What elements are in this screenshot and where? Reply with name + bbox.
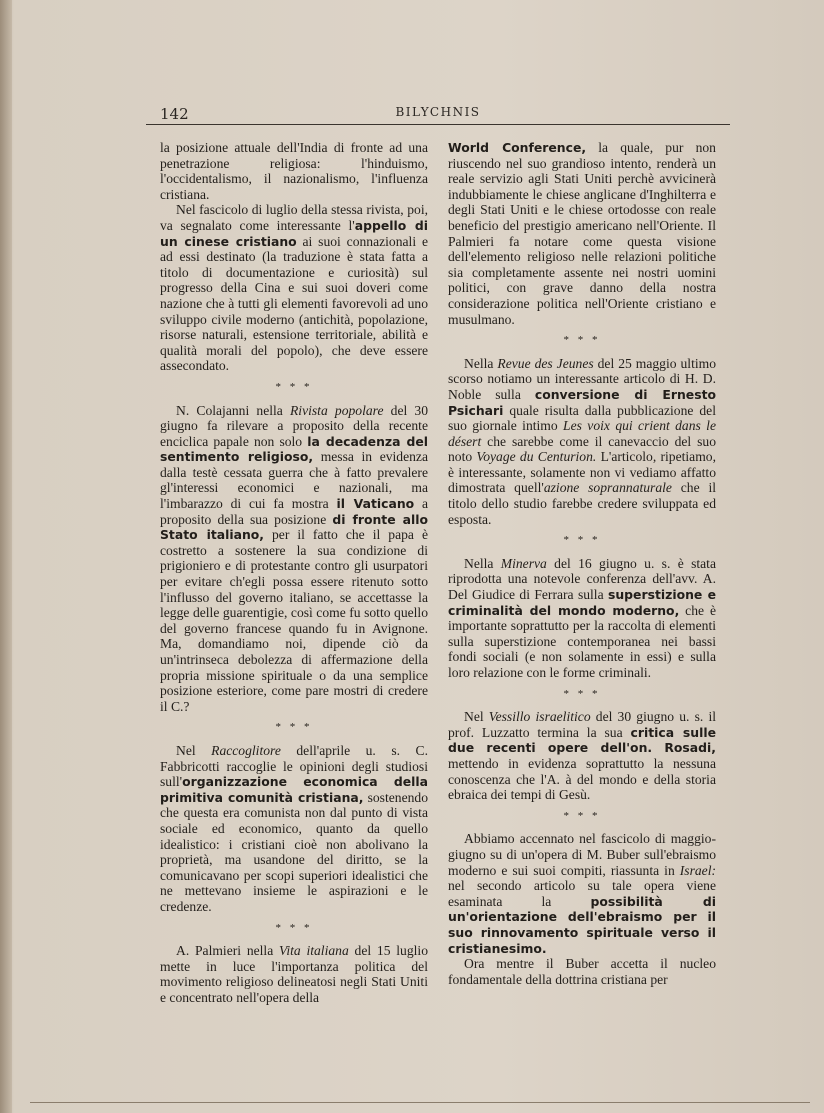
text-run: mettendo in evidenza soprattutto la nessuna conoscenza che l'A. à del mondo e della storia ebraica dei tempi di Gesù. [448, 755, 716, 803]
paragraph [448, 556, 716, 681]
text-run: Ora mentre il Buber accetta il nucleo fondamentale della dottrina cristiana per [448, 956, 716, 987]
text-run: Nel fascicolo di luglio della stessa rivista, poi, va segnalato come interessante l' [160, 202, 428, 233]
italic-title: Vita italiana [279, 943, 349, 959]
paragraph [160, 202, 428, 374]
binding-edge [0, 0, 12, 1113]
running-head: BILYCHNIS [395, 105, 481, 119]
italic-title: azione soprannaturale [543, 480, 672, 496]
left-column [160, 140, 428, 1005]
section-separator: * * * [563, 534, 601, 547]
bold-text: appello di un cinese cristiano [160, 217, 428, 249]
bold-text: World Conference, [448, 140, 587, 155]
text-run: per il fatto che il papa è costretto a sostenere la sua condizione di prigioniero e di protestante contro gli usurpatori per evitare ch'egli possa essere ritenuto sotto l'influsso del governo italiano, se accettasse la legge delle guarentigie, così come fu sotto quello del governo francese quando fu in Avignone. Ma, domandiamo noi, dipende ciò da un'intrinseca debolezza di affermazione della propria missione spirituale o da una semplice posizione esteriore, come pare mostri di credere il C.? [160, 527, 428, 714]
text-run: che è importante soprattutto per la raccolta di elementi sulla superstizione contemporanea nei bassi fondi sociali (e non solamente in essi) e sulla loro relazione con le forme criminali. [448, 602, 716, 680]
text-run: Abbiamo accennato nel fascicolo di maggio-giugno su di un'opera di M. Buber sull'ebraismo moderno e sui suoi compiti, riassunta in [448, 831, 716, 878]
bold-text: critica sulle due recenti opere dell'on. Rosadi, [448, 724, 716, 756]
paragraph [448, 956, 716, 987]
text-run: del 30 giugno fa rilevare a proposito della recente enciclica papale non solo [160, 402, 429, 449]
bold-text: il Vaticano [336, 496, 415, 512]
text-run: messa in evidenza dalla testè cessata guerra che à fatto prevalere gl'interessi economici e nazionali, ma l'imbarazzo di cui fa mostra [160, 449, 428, 512]
text-run: dell'aprile u. s. C. Fabbricotti raccoglie le opinioni degli studiosi sull' [160, 742, 428, 790]
italic-title: Vessillo israelitico [488, 709, 591, 725]
text-run: Nel [464, 709, 489, 725]
section-separator: * * * [563, 687, 601, 700]
text-run: L'articolo, ripetiamo, è interessante, solamente non vi vediamo affatto dimostrata quell' [448, 449, 716, 496]
bold-text: possibilità di un'orientazione dell'ebraismo per il suo rinnovamento spirituale verso il cristianesimo. [448, 893, 716, 956]
text-run: ai suoi connazionali e ad essi destinato (la traduzione è stata fatta a titolo di documentazione e curiosità) sul progresso della Cina e sui suoi doveri come nazione che à tutti gli elementi favorevoli ad uno sviluppo civile moderno (antichità, popolazione, risorse naturali, estensione territoriale, abilità e qualità morali del popolo), che deve essere assecondato. [160, 233, 428, 374]
text-run: del 16 giugno u. s. è stata riprodotta una notevole conferenza dell'avv. A. Del Giudice di Ferrara sulla [448, 555, 716, 603]
paragraph [448, 709, 716, 803]
paragraph [448, 356, 716, 528]
text-run: Nella [464, 555, 501, 571]
italic-title: Revue des Jeunes [497, 355, 594, 371]
text-run: che il titolo dello studio farebbe credere sviluppata ed esposta. [448, 480, 716, 527]
italic-title: Israel: [679, 862, 716, 878]
bold-text: la decadenza del sentimento religioso, [160, 433, 428, 465]
page-header [146, 103, 730, 125]
italic-title: Voyage du Centurion. [476, 449, 597, 465]
text-run: a proposito della sua posizione [160, 496, 428, 527]
text-run: A. Palmieri nella [176, 943, 280, 959]
paragraph [448, 140, 716, 327]
italic-title: Rivista popolare [289, 402, 384, 418]
text-run: N. Colajanni nella [176, 402, 290, 418]
italic-title: Minerva [500, 555, 547, 571]
text-run: la posizione attuale dell'India di fronte ad una penetrazione religiosa: l'hinduismo, l'occidentalismo, il nazionalismo, l'influenza cristiana. [160, 140, 428, 202]
bold-text: organizzazione economica della primitiva comunità cristiana, [160, 774, 428, 805]
paragraph [160, 140, 428, 202]
text-run: che sarebbe come il canevaccio del suo noto [448, 433, 716, 465]
text-run: del 30 giugno u. s. il prof. Luzzatto termina la sua [448, 709, 716, 740]
section-separator: * * * [275, 380, 313, 393]
header-rule [146, 124, 730, 125]
bold-text: conversione di Ernesto Psichari [448, 386, 716, 418]
text-run: del 25 maggio ultimo scorso notiamo un interessante articolo di H. D. Noble sulla [448, 355, 716, 402]
text-run: del 15 luglio mette in luce l'importanza politica del movimento religioso delineatosi negli Stati Uniti e concentrato nell'opera della [160, 943, 428, 1005]
text-run: Nel [176, 742, 212, 758]
bold-text: superstizione e criminalità del mondo moderno, [448, 587, 716, 618]
section-separator: * * * [275, 721, 313, 734]
paragraph [160, 403, 428, 715]
text-run: nel secondo articolo su tale opera viene esaminata la [448, 878, 716, 909]
bold-text: di fronte allo Stato italiano, [160, 511, 428, 543]
text-run: la quale, pur non riuscendo nel suo grandioso intento, renderà un reale servizio agli Stati Uniti perchè avvicinerà indubbiamente le chiese anglicane d'Inghilterra e degli Stati Uniti e le chiese ortodosse con reale beneficio del prestigio americano nell'Oriente. Il Palmieri fa notare come questa visione dell'elemento religioso nelle relazioni politiche sia completamente assente nei nostri uomini politici, con grave danno della nostra considerazione politica nell'Oriente cristiano e musulmano. [448, 140, 716, 327]
text-run: quale risulta dalla pubblicazione del suo giornale intimo [448, 402, 716, 434]
bottom-edge-line [30, 1102, 810, 1103]
text-run: Nella [464, 355, 498, 371]
section-separator: * * * [563, 809, 601, 822]
paragraph [160, 743, 428, 915]
paragraph [160, 943, 428, 1005]
italic-title: Raccoglitore [211, 742, 281, 758]
italic-title: Les voix qui crient dans le désert [448, 418, 716, 449]
section-separator: * * * [275, 921, 313, 934]
paragraph [448, 831, 716, 956]
page-number: 142 [160, 105, 189, 123]
text-run: sostenendo che questa era comunista non dal punto di vista sociale ed economico, quanto da quello idealistico: i cristiani cioè non abolivano la proprietà, ma usandone del diritto, se la comunicavano per scopi superiori idealistici che ne mettevano insieme le aspirazioni e le credenze. [160, 789, 428, 914]
right-column [448, 140, 716, 987]
section-separator: * * * [563, 334, 601, 347]
